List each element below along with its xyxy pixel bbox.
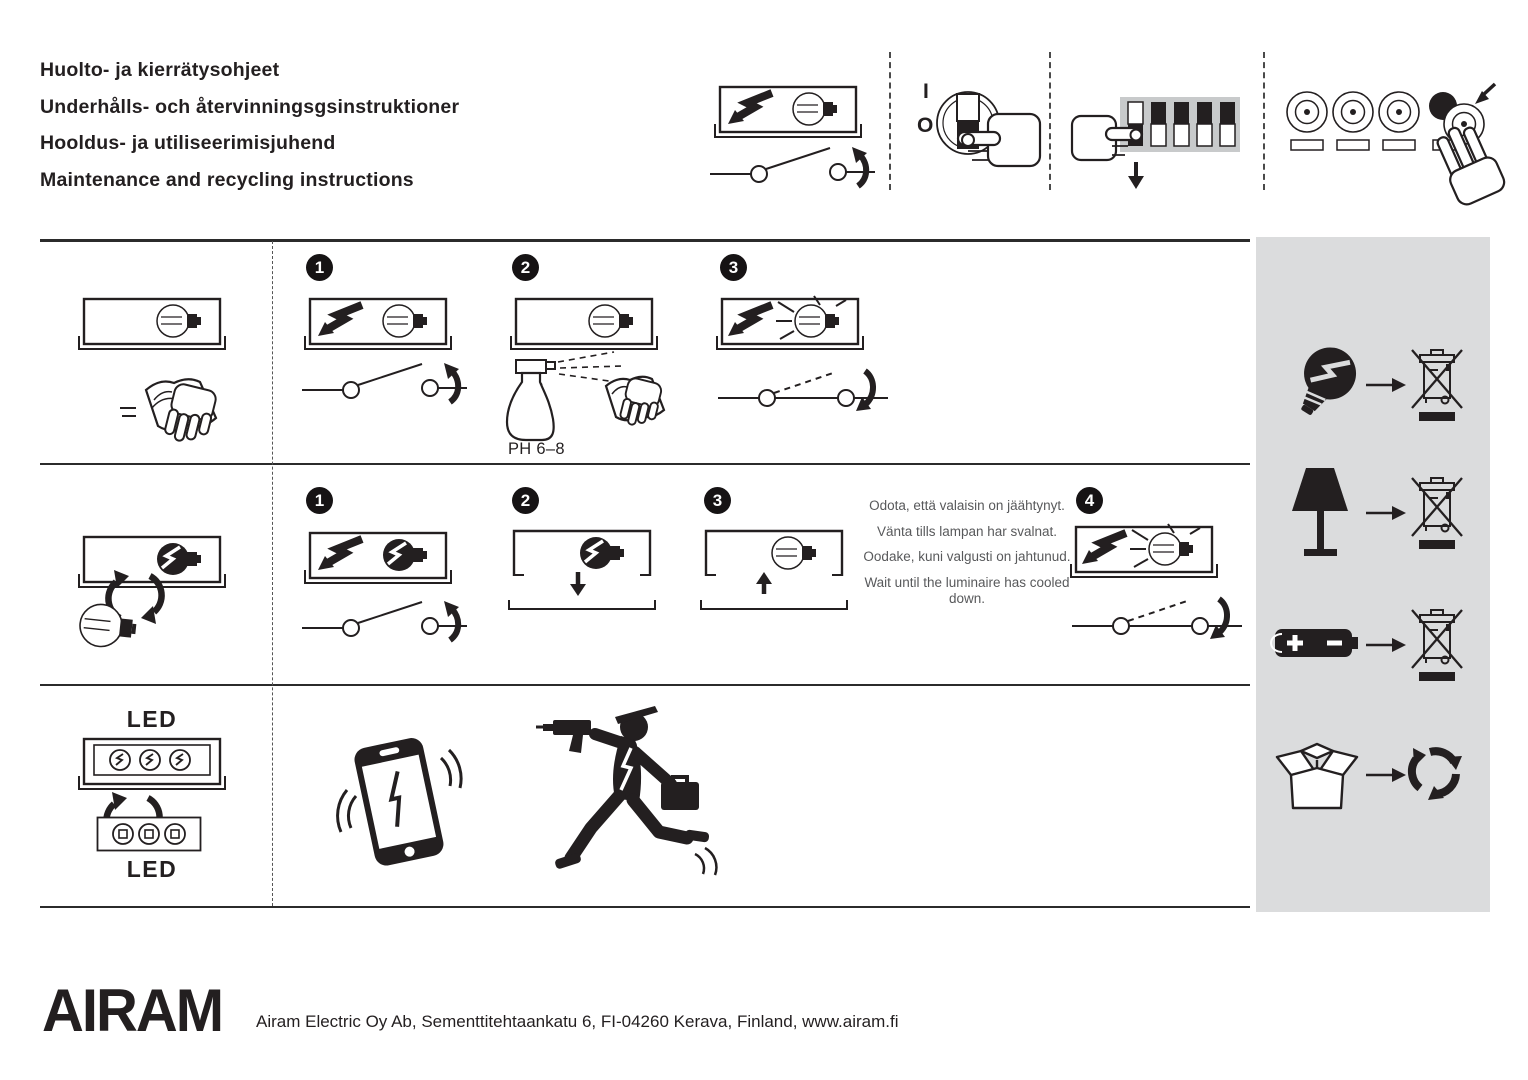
legend-divider [889, 52, 891, 190]
title-et: Hooldus- ja utiliseerimisjuhend [40, 132, 336, 154]
legend-divider [1263, 52, 1265, 190]
luminaire-power-off-icon [302, 296, 454, 358]
step-badge: 2 [512, 487, 539, 514]
step-badge: 2 [512, 254, 539, 281]
divider [40, 239, 1250, 242]
spare-bulb-icon [76, 598, 154, 654]
step-badge: 1 [306, 254, 333, 281]
battery-icon [1274, 628, 1360, 660]
new-led-module-icon [96, 816, 202, 852]
packaging-box-icon [1274, 740, 1360, 812]
motion-lines [695, 848, 716, 875]
switch-closed-icon [1072, 592, 1242, 642]
recycling-symbol-icon [1406, 744, 1464, 802]
io-button-icon [896, 66, 1046, 184]
step-badge: 1 [306, 487, 333, 514]
wipe-cloth-icon [606, 377, 664, 430]
title-block [40, 52, 660, 198]
luminaire-power-off-burned-icon [302, 530, 454, 592]
drill-icon [536, 720, 591, 753]
led-label-bottom: LED [126, 856, 178, 882]
weee-crossed-bin-icon [1410, 602, 1464, 684]
note-sv: Vänta tills lampan har svalnat. [876, 523, 1058, 539]
step-badge: 3 [720, 254, 747, 281]
led-label-top: LED [126, 706, 178, 732]
note-en: Wait until the luminaire has cooled down. [864, 574, 1070, 606]
luminaire-warning-icon [712, 84, 864, 146]
broken-bulb-icon [1288, 340, 1360, 430]
weee-crossed-bin-icon [1410, 470, 1464, 552]
arrow-right-icon [1366, 504, 1406, 522]
airam-logo: AIRAM [42, 977, 223, 1045]
insert-bulb-icon [698, 528, 850, 614]
lamp-icon [1290, 466, 1350, 560]
luminaire-icon [76, 296, 228, 358]
divider [40, 906, 1250, 908]
spray-bottle-icon [502, 352, 682, 452]
electrician-icon [535, 700, 720, 892]
switch-open-icon [710, 142, 875, 190]
wipe-cloth-icon [118, 356, 230, 452]
cooling-notes [858, 498, 1076, 617]
step-badge: 4 [1076, 487, 1103, 514]
note-fi: Odota, että valaisin on jäähtynyt. [869, 498, 1065, 513]
io-on-label: I [923, 80, 929, 103]
io-off-label: O [917, 114, 934, 137]
switch-open-icon [302, 358, 467, 406]
title-en: Maintenance and recycling instructions [40, 168, 414, 191]
company-address: Airam Electric Oy Ab, Sementtitehtaankatu 6, FI-04260 Kerava, Finland, www.airam.fi [256, 1012, 899, 1031]
switch-open-icon [302, 596, 467, 644]
step-badge: 3 [704, 487, 731, 514]
arrow-right-icon [1366, 636, 1406, 654]
divider [40, 463, 1250, 465]
luminaire-power-on-icon [1068, 522, 1220, 586]
legend-divider [1049, 52, 1051, 190]
note-et: Oodake, kuni valgusti on jahtunud. [863, 549, 1071, 564]
phone-icon [338, 730, 458, 875]
luminaire-power-on-icon [714, 294, 866, 358]
title-sv: Underhålls- och återvinningsgsinstruktioner [40, 95, 460, 118]
dip-switch-icon [1072, 82, 1247, 192]
title-fi: Huolto- ja kierrätysohjeet [40, 59, 280, 81]
arrow-right-icon [1366, 766, 1406, 784]
remove-bulb-icon [506, 528, 658, 614]
divider [40, 684, 1250, 686]
luminaire-icon [508, 296, 660, 358]
hand-icon [1431, 118, 1508, 208]
switch-closed-icon [718, 364, 888, 414]
weee-crossed-bin-icon [1410, 342, 1464, 424]
column-divider [272, 241, 273, 906]
arrow-right-icon [1366, 376, 1406, 394]
ph-label: PH 6–8 [508, 440, 565, 458]
dimmer-knobs-icon [1283, 82, 1523, 207]
